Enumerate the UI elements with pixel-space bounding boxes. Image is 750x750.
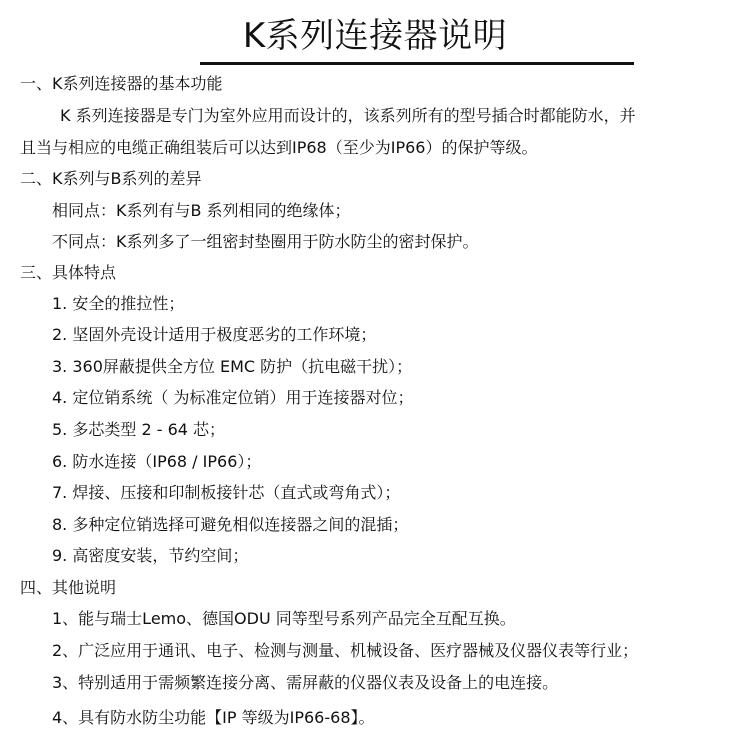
title-underline: [200, 62, 634, 65]
feature-item: 1. 安全的推拉性；: [52, 294, 185, 313]
section-2-similarity: 相同点：K系列有与B 系列相同的绝缘体；: [52, 201, 351, 220]
section-1-paragraph-line-2: 且当与相应的电缆正确组装后可以达到IP68（至少为IP66）的保护等级。: [20, 138, 538, 157]
feature-item: 6. 防水连接（IP68 / IP66）；: [52, 452, 262, 471]
section-1-paragraph-line-1: K 系列连接器是专门为室外应用而设计的，该系列所有的型号插合时都能防水，并: [60, 106, 636, 125]
section-4-heading: 四、其他说明: [20, 578, 117, 597]
section-3-heading: 三、具体特点: [20, 263, 117, 282]
section-2-heading: 二、K系列与B系列的差异: [20, 169, 202, 188]
feature-item: 5. 多芯类型 2 - 64 芯；: [52, 420, 226, 439]
other-note-item: 1、能与瑞士Lemo、德国ODU 同等型号系列产品完全互配互换。: [52, 609, 516, 628]
other-note-item: 3、特别适用于需频繁连接分离、需屏蔽的仪器仪表及设备上的电连接。: [52, 673, 559, 692]
feature-item: 2. 坚固外壳设计适用于极度恶劣的工作环境；: [52, 325, 377, 344]
feature-item: 7. 焊接、压接和印制板接针芯（直式或弯角式）；: [52, 483, 401, 502]
feature-item: 9. 高密度安装，节约空间；: [52, 546, 249, 565]
feature-item: 4. 定位销系统（ 为标准定位销）用于连接器对位；: [52, 388, 414, 407]
section-2-difference: 不同点：K系列多了一组密封垫圈用于防水防尘的密封保护。: [52, 232, 479, 251]
other-note-item: 4、具有防水防尘功能【IP 等级为IP66-68】。: [52, 708, 375, 727]
feature-item: 8. 多种定位销选择可避免相似连接器之间的混插；: [52, 515, 409, 534]
section-1-heading: 一、K系列连接器的基本功能: [20, 74, 223, 93]
feature-item: 3. 360屏蔽提供全方位 EMC 防护（抗电磁干扰）；: [52, 357, 413, 376]
page-title: K系列连接器说明: [242, 16, 508, 56]
other-note-item: 2、广泛应用于通讯、电子、检测与测量、机械设备、医疗器械及仪器仪表等行业；: [52, 641, 639, 660]
